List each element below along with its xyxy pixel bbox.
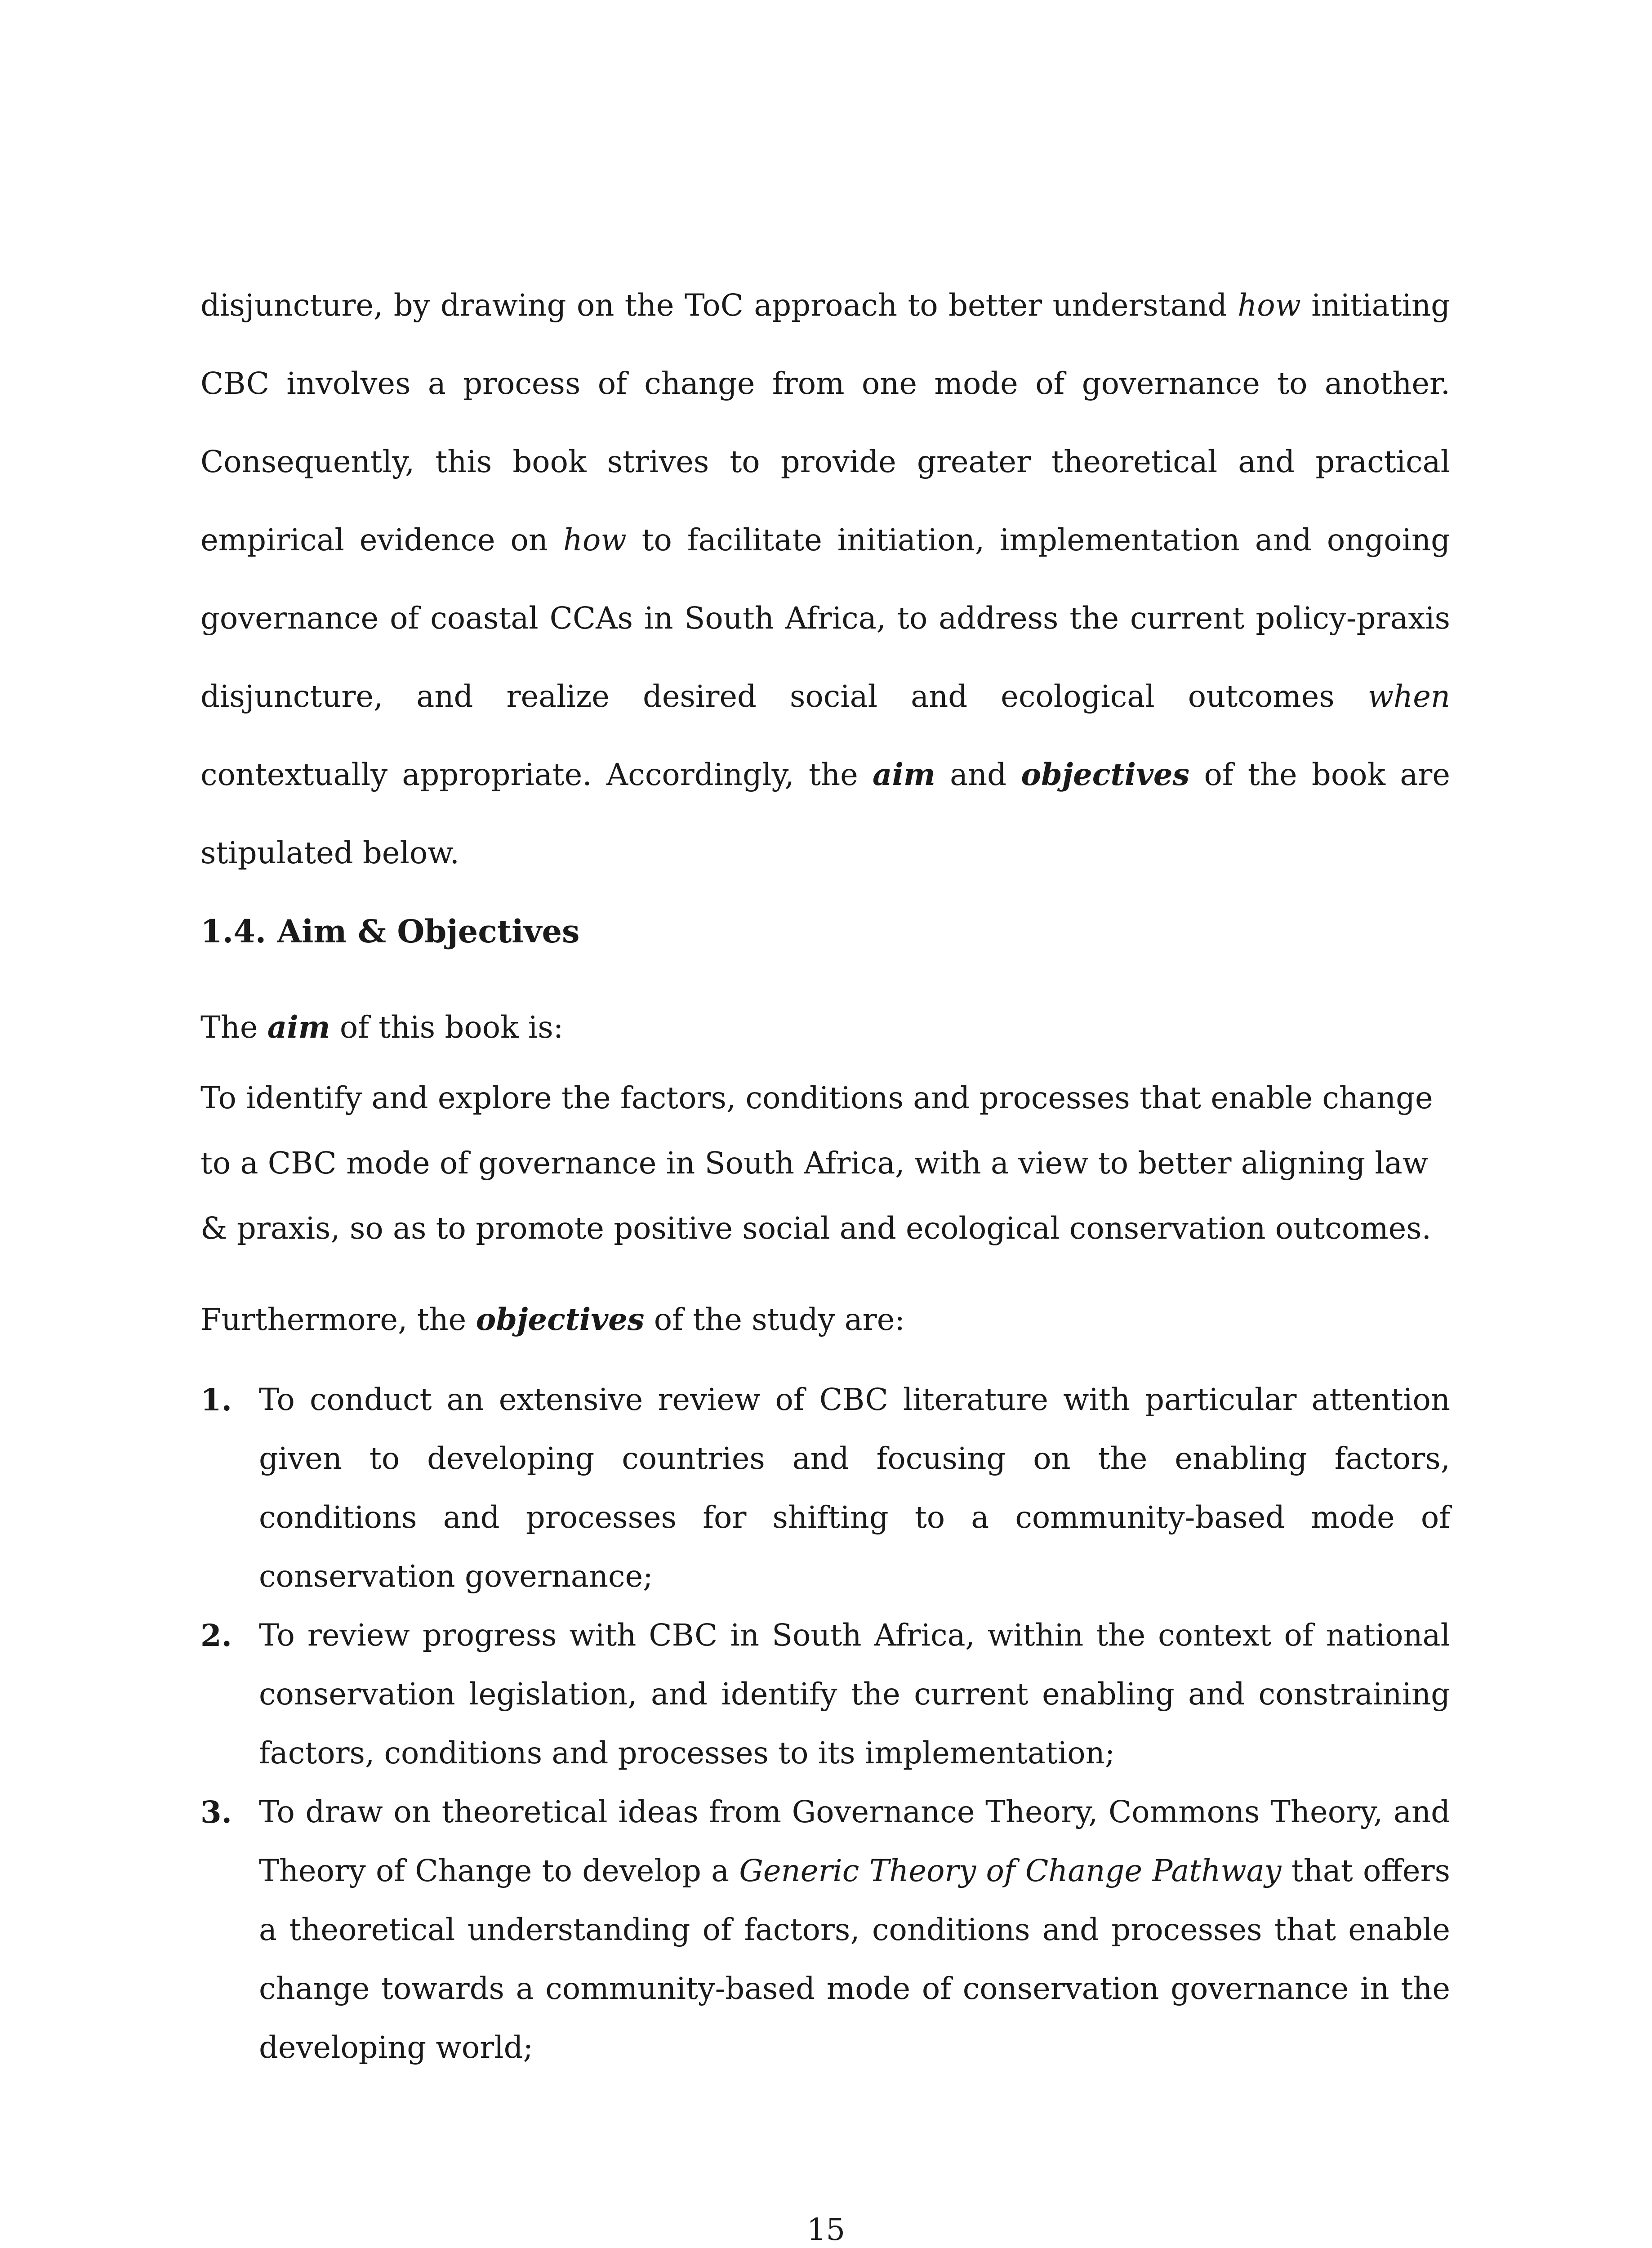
list-item-text-pre: To draw on theoretical ideas from Governance Theory, Commons Theory, and Theory of Change to develop a [259, 1794, 1450, 1888]
objectives-intro-post: of the study are: [644, 1302, 905, 1337]
para-emphasis-how-2: how [563, 522, 627, 558]
list-item-text-post: that offers a theoretical understanding of factors, conditions and processes that enable change towards a community-based mode of conservation governance in the developing world; [259, 1853, 1450, 2065]
list-item-text: To conduct an extensive review of CBC literature with particular attention given to developing countries and focusing on the enabling factors, conditions and processes for shifting to a community-based mode of conservation governance; [259, 1382, 1450, 1594]
para-text-4: contextually appropriate. Accordingly, the [200, 757, 873, 792]
list-item [200, 1606, 1450, 1783]
intro-paragraph [200, 266, 1450, 892]
section-heading: 1.4. Aim & Objectives [200, 913, 580, 950]
objectives-list [200, 1370, 1450, 2077]
aim-statement: To identify and explore the factors, conditions and processes that enable change to a CBC mode of governance in South Africa, with a view to better aligning law & praxis, so as to promote positive social and ecological conservation outcomes. [200, 1080, 1433, 1246]
intro-paragraph-text [200, 266, 1450, 892]
list-item-text [259, 1783, 1450, 2077]
para-text-1: disjuncture, by drawing on the ToC approach to better understand [200, 288, 1238, 323]
objectives-intro-pre: Furthermore, the [200, 1302, 476, 1337]
para-text-6: of the book are stipulated below. [200, 757, 1450, 870]
aim-intro-pre: The [200, 1010, 267, 1045]
para-text-2: initiating CBC involves a process of change from one mode of governance to another. Consequently, this book strives to provide greater theoretical and practical empirical evidence on [200, 288, 1450, 558]
list-item-number: 2. [200, 1618, 232, 1653]
list-item-text: To review progress with CBC in South Africa, within the context of national conservation legislation, and identify the current enabling and constraining factors, conditions and processes to its implementation; [259, 1618, 1450, 1771]
para-strong-aim: aim [873, 757, 935, 792]
objectives-intro-strong: objectives [476, 1302, 645, 1337]
para-emphasis-when: when [1367, 679, 1450, 714]
list-item-number: 1. [200, 1382, 232, 1418]
para-text-5: and [935, 757, 1021, 792]
aim-intro [200, 1009, 563, 1045]
objectives-intro [200, 1302, 905, 1337]
para-strong-objectives: objectives [1021, 757, 1190, 792]
para-text-3: to facilitate initiation, implementation and ongoing governance of coastal CCAs in South Africa, to address the current policy-praxis disjuncture, and realize desired social and ecological outcomes [200, 522, 1451, 714]
list-item [200, 1370, 1450, 1606]
list-item-text-emphasis: Generic Theory of Change Pathway [739, 1853, 1282, 1888]
para-emphasis-how-1: how [1238, 288, 1301, 323]
aim-intro-post: of this book is: [330, 1010, 564, 1045]
list-item-number: 3. [200, 1794, 232, 1830]
page-number: 15 [806, 2212, 846, 2247]
list-item [200, 1783, 1450, 2077]
aim-intro-strong: aim [267, 1009, 330, 1045]
